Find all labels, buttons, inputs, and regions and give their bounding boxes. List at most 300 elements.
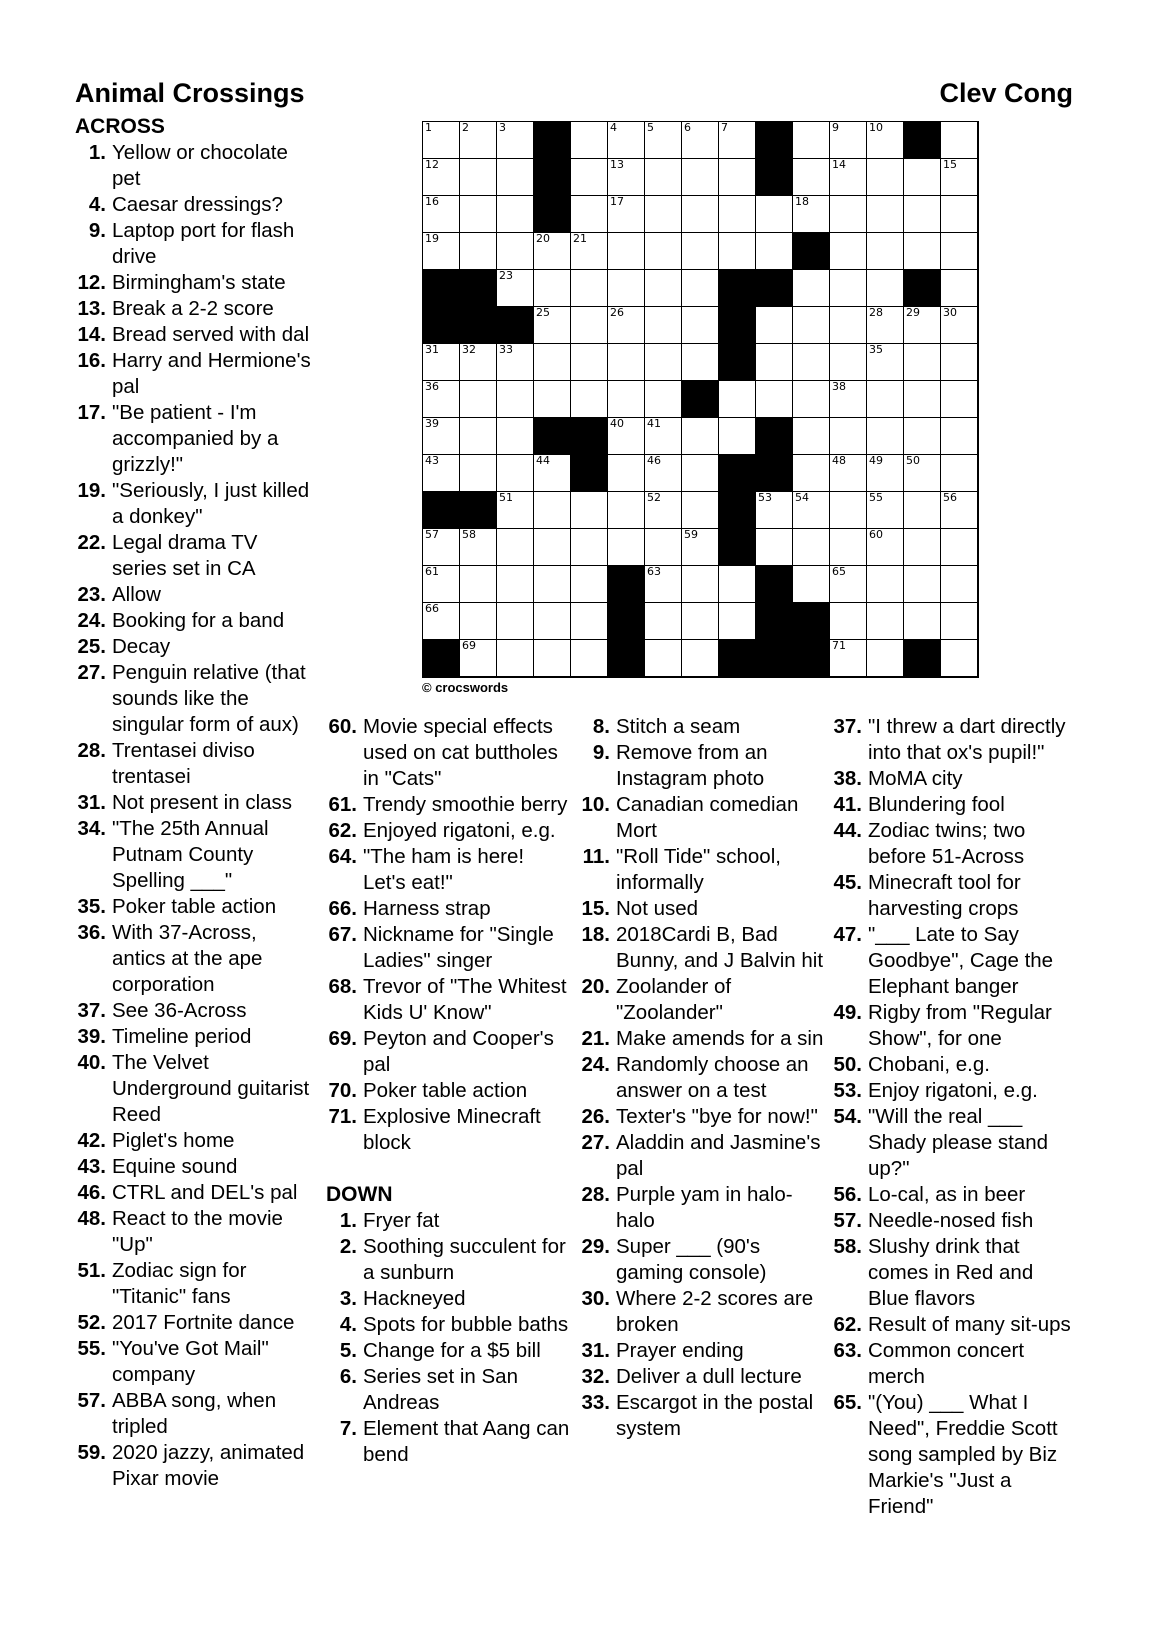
grid-cell[interactable] [571, 566, 608, 603]
clue-text: Blundering fool [868, 793, 1005, 816]
grid-cell[interactable] [571, 344, 608, 381]
grid-cell[interactable] [571, 492, 608, 529]
grid-cell[interactable] [645, 566, 682, 603]
grid-cell[interactable] [497, 566, 534, 603]
across-clue[interactable] [326, 714, 571, 792]
grid-cell[interactable] [793, 529, 830, 566]
grid-cell[interactable] [830, 307, 867, 344]
down-clue[interactable] [579, 792, 827, 844]
grid-block [423, 640, 460, 677]
grid-block [423, 307, 460, 344]
grid-cell[interactable] [904, 159, 941, 196]
clue-number: 24. [581, 1053, 610, 1076]
grid-cell[interactable] [682, 566, 719, 603]
down-clue[interactable] [831, 1104, 1076, 1182]
across-clue[interactable] [75, 478, 315, 530]
grid-cell[interactable] [682, 159, 719, 196]
down-clue[interactable] [831, 1208, 1076, 1234]
grid-cell[interactable] [867, 418, 904, 455]
grid-cell[interactable] [941, 640, 978, 677]
across-clue[interactable] [75, 634, 315, 660]
grid-cell[interactable] [460, 566, 497, 603]
grid-cell[interactable] [645, 233, 682, 270]
grid-cell[interactable] [571, 270, 608, 307]
down-clue[interactable] [831, 1338, 1076, 1390]
grid-cell[interactable] [756, 381, 793, 418]
grid-cell[interactable] [534, 270, 571, 307]
grid-cell[interactable] [867, 381, 904, 418]
grid-cell[interactable] [904, 418, 941, 455]
across-clue[interactable] [75, 530, 315, 582]
grid-cell[interactable] [534, 381, 571, 418]
grid-cell[interactable] [904, 566, 941, 603]
grid-cell[interactable] [423, 233, 460, 270]
grid-cell[interactable] [571, 381, 608, 418]
down-clue[interactable] [579, 1390, 827, 1442]
grid-cell[interactable] [867, 529, 904, 566]
grid-cell[interactable] [867, 307, 904, 344]
grid-cell[interactable] [534, 529, 571, 566]
grid-cell[interactable] [867, 270, 904, 307]
grid-cell[interactable] [645, 122, 682, 159]
grid-cell[interactable] [830, 566, 867, 603]
grid-cell[interactable] [830, 640, 867, 677]
clue-text: Zodiac sign for "Titanic" fans [112, 1259, 247, 1308]
grid-cell[interactable] [867, 196, 904, 233]
grid-cell[interactable] [497, 233, 534, 270]
down-clue[interactable] [579, 844, 827, 896]
grid-cell[interactable] [534, 492, 571, 529]
grid-cell[interactable] [793, 492, 830, 529]
down-clue[interactable] [579, 922, 827, 974]
grid-cell[interactable] [904, 307, 941, 344]
grid-cell[interactable] [460, 381, 497, 418]
clue-number: 62. [833, 1313, 862, 1336]
across-clue[interactable] [75, 608, 315, 634]
grid-cell[interactable] [904, 529, 941, 566]
grid-cell[interactable] [756, 344, 793, 381]
grid-cell[interactable] [830, 603, 867, 640]
down-clue[interactable] [579, 740, 827, 792]
down-clue[interactable] [326, 1364, 571, 1416]
grid-cell[interactable] [423, 418, 460, 455]
grid-cell[interactable] [460, 529, 497, 566]
grid-cell[interactable] [608, 307, 645, 344]
grid-cell[interactable] [830, 455, 867, 492]
grid-cell[interactable] [534, 640, 571, 677]
cell-number: 23 [499, 269, 513, 282]
across-clue[interactable] [75, 816, 315, 894]
down-clue[interactable] [579, 896, 827, 922]
grid-cell[interactable] [830, 492, 867, 529]
grid-cell[interactable] [756, 196, 793, 233]
grid-cell[interactable] [682, 640, 719, 677]
grid-cell[interactable] [756, 529, 793, 566]
grid-cell[interactable] [756, 307, 793, 344]
grid-cell[interactable] [497, 122, 534, 159]
clue-text: Booking for a band [112, 609, 285, 632]
grid-cell[interactable] [608, 196, 645, 233]
grid-cell[interactable] [867, 159, 904, 196]
grid-cell[interactable] [497, 640, 534, 677]
grid-cell[interactable] [608, 529, 645, 566]
across-clue[interactable] [326, 792, 571, 818]
grid-cell[interactable] [793, 196, 830, 233]
across-clue[interactable] [326, 1078, 571, 1104]
grid-cell[interactable] [608, 233, 645, 270]
down-clue[interactable] [831, 792, 1076, 818]
grid-cell[interactable] [830, 381, 867, 418]
down-clue[interactable] [831, 870, 1076, 922]
grid-cell[interactable] [941, 270, 978, 307]
grid-block [719, 640, 756, 677]
grid-cell[interactable] [423, 122, 460, 159]
grid-cell[interactable] [423, 566, 460, 603]
across-clue[interactable] [75, 1310, 315, 1336]
grid-cell[interactable] [645, 344, 682, 381]
down-clue[interactable] [831, 1182, 1076, 1208]
across-clue[interactable] [75, 1206, 315, 1258]
grid-cell[interactable] [497, 529, 534, 566]
grid-cell[interactable] [830, 233, 867, 270]
across-clue[interactable] [75, 1154, 315, 1180]
clue-text: Explosive Minecraft block [363, 1105, 541, 1154]
across-clue[interactable] [75, 894, 315, 920]
across-clue[interactable] [75, 140, 315, 192]
grid-cell[interactable] [534, 344, 571, 381]
down-clue[interactable] [579, 1130, 827, 1182]
grid-cell[interactable] [645, 455, 682, 492]
grid-cell[interactable] [941, 455, 978, 492]
grid-cell[interactable] [941, 307, 978, 344]
grid-cell[interactable] [608, 122, 645, 159]
grid-cell[interactable] [423, 455, 460, 492]
across-clue[interactable] [75, 1024, 315, 1050]
grid-cell[interactable] [534, 233, 571, 270]
down-clue[interactable] [326, 1234, 571, 1286]
grid-cell[interactable] [608, 455, 645, 492]
grid-cell[interactable] [793, 307, 830, 344]
grid-cell[interactable] [867, 233, 904, 270]
clue-number: 67. [328, 923, 357, 946]
grid-cell[interactable] [719, 566, 756, 603]
grid-cell[interactable] [534, 603, 571, 640]
grid-cell[interactable] [682, 307, 719, 344]
grid-cell[interactable] [793, 122, 830, 159]
grid-cell[interactable] [719, 159, 756, 196]
grid-cell[interactable] [867, 640, 904, 677]
cell-number: 69 [462, 639, 476, 652]
grid-cell[interactable] [571, 307, 608, 344]
grid-cell[interactable] [571, 603, 608, 640]
grid-block [756, 159, 793, 196]
across-clue[interactable] [75, 1128, 315, 1154]
across-clue[interactable] [75, 738, 315, 790]
grid-cell[interactable] [793, 270, 830, 307]
grid-cell[interactable] [497, 344, 534, 381]
across-clue[interactable] [75, 582, 315, 608]
clue-text: Decay [112, 635, 171, 658]
grid-cell[interactable] [645, 196, 682, 233]
across-clue[interactable] [75, 322, 315, 348]
cell-number: 63 [647, 565, 661, 578]
grid-cell[interactable] [756, 492, 793, 529]
grid-cell[interactable] [941, 233, 978, 270]
across-clue[interactable] [326, 844, 571, 896]
cell-number: 35 [869, 343, 883, 356]
puzzle-author: Clev Cong [939, 78, 1073, 108]
grid-cell[interactable] [904, 455, 941, 492]
grid-cell[interactable] [682, 418, 719, 455]
grid-cell[interactable] [571, 529, 608, 566]
grid-cell[interactable] [645, 603, 682, 640]
grid-cell[interactable] [719, 122, 756, 159]
grid-cell[interactable] [534, 566, 571, 603]
across-clue[interactable] [326, 1026, 571, 1078]
grid-cell[interactable] [793, 566, 830, 603]
down-clue[interactable] [579, 974, 827, 1026]
grid-cell[interactable] [682, 122, 719, 159]
across-clue[interactable] [75, 218, 315, 270]
grid-cell[interactable] [904, 344, 941, 381]
grid-cell[interactable] [645, 159, 682, 196]
down-clue[interactable] [326, 1208, 571, 1234]
grid-cell[interactable] [941, 529, 978, 566]
grid-cell[interactable] [682, 603, 719, 640]
grid-cell[interactable] [534, 307, 571, 344]
down-clue[interactable] [326, 1312, 571, 1338]
across-clue[interactable] [75, 1336, 315, 1388]
grid-cell[interactable] [793, 344, 830, 381]
grid-cell[interactable] [460, 159, 497, 196]
grid-cell[interactable] [608, 270, 645, 307]
grid-cell[interactable] [682, 344, 719, 381]
grid-cell[interactable] [719, 381, 756, 418]
grid-cell[interactable] [830, 122, 867, 159]
grid-cell[interactable] [608, 381, 645, 418]
grid-cell[interactable] [497, 270, 534, 307]
down-clue[interactable] [579, 1182, 827, 1234]
grid-cell[interactable] [682, 529, 719, 566]
grid-cell[interactable] [793, 381, 830, 418]
grid-cell[interactable] [460, 344, 497, 381]
clue-number: 39. [77, 1025, 106, 1048]
clue-number: 29. [581, 1235, 610, 1258]
clue-number: 28. [581, 1183, 610, 1206]
across-clue[interactable] [75, 1050, 315, 1128]
grid-cell[interactable] [645, 492, 682, 529]
grid-cell[interactable] [460, 122, 497, 159]
grid-cell[interactable] [571, 233, 608, 270]
clue-number: 42. [77, 1129, 106, 1152]
down-clue[interactable] [579, 1104, 827, 1130]
grid-cell[interactable] [460, 233, 497, 270]
down-clue[interactable] [326, 1416, 571, 1468]
across-clue[interactable] [75, 270, 315, 296]
down-clue[interactable] [831, 1000, 1076, 1052]
grid-block [904, 122, 941, 159]
grid-cell[interactable] [867, 122, 904, 159]
grid-cell[interactable] [941, 344, 978, 381]
down-clue[interactable] [831, 1234, 1076, 1312]
clue-number: 71. [328, 1105, 357, 1128]
grid-cell[interactable] [497, 603, 534, 640]
down-clue[interactable] [326, 1338, 571, 1364]
grid-cell[interactable] [571, 122, 608, 159]
grid-cell[interactable] [460, 196, 497, 233]
grid-cell[interactable] [941, 381, 978, 418]
down-clue[interactable] [831, 714, 1076, 766]
grid-cell[interactable] [423, 159, 460, 196]
grid-cell[interactable] [423, 603, 460, 640]
down-clue[interactable] [579, 1286, 827, 1338]
grid-cell[interactable] [460, 640, 497, 677]
grid-cell[interactable] [423, 529, 460, 566]
grid-block [793, 233, 830, 270]
grid-cell[interactable] [719, 418, 756, 455]
grid-cell[interactable] [719, 233, 756, 270]
grid-cell[interactable] [904, 603, 941, 640]
grid-cell[interactable] [645, 418, 682, 455]
grid-cell[interactable] [497, 196, 534, 233]
grid-cell[interactable] [867, 455, 904, 492]
down-clue[interactable] [579, 1234, 827, 1286]
across-clue[interactable] [75, 296, 315, 322]
grid-cell[interactable] [571, 640, 608, 677]
grid-cell[interactable] [941, 159, 978, 196]
grid-cell[interactable] [867, 492, 904, 529]
grid-cell[interactable] [830, 270, 867, 307]
across-clue[interactable] [75, 1440, 315, 1492]
across-clue[interactable] [326, 896, 571, 922]
clue-text: Fryer fat [363, 1209, 440, 1232]
across-clue[interactable] [75, 192, 315, 218]
grid-cell[interactable] [682, 233, 719, 270]
grid-cell[interactable] [830, 344, 867, 381]
grid-cell[interactable] [904, 196, 941, 233]
down-clue[interactable] [831, 766, 1076, 792]
grid-cell[interactable] [719, 603, 756, 640]
grid-cell[interactable] [423, 196, 460, 233]
grid-cell[interactable] [867, 344, 904, 381]
grid-cell[interactable] [460, 418, 497, 455]
down-clue[interactable] [831, 1390, 1076, 1520]
across-clue[interactable] [75, 1180, 315, 1206]
down-clue[interactable] [831, 818, 1076, 870]
down-clue[interactable] [831, 922, 1076, 1000]
across-clue[interactable] [75, 790, 315, 816]
down-clue[interactable] [579, 1338, 827, 1364]
grid-cell[interactable] [867, 566, 904, 603]
grid-cell[interactable] [497, 455, 534, 492]
grid-cell[interactable] [682, 455, 719, 492]
grid-cell[interactable] [941, 566, 978, 603]
grid-cell[interactable] [608, 344, 645, 381]
across-clue[interactable] [326, 974, 571, 1026]
grid-cell[interactable] [608, 418, 645, 455]
grid-cell[interactable] [830, 529, 867, 566]
grid-cell[interactable] [756, 233, 793, 270]
grid-cell[interactable] [645, 640, 682, 677]
grid-cell[interactable] [941, 196, 978, 233]
down-clue[interactable] [831, 1312, 1076, 1338]
grid-cell[interactable] [534, 455, 571, 492]
grid-cell[interactable] [682, 492, 719, 529]
grid-cell[interactable] [830, 159, 867, 196]
grid-cell[interactable] [793, 159, 830, 196]
grid-cell[interactable] [497, 418, 534, 455]
down-clue[interactable] [579, 1364, 827, 1390]
across-clue[interactable] [326, 922, 571, 974]
grid-cell[interactable] [904, 492, 941, 529]
grid-cell[interactable] [904, 233, 941, 270]
grid-cell[interactable] [719, 196, 756, 233]
across-clue[interactable] [75, 400, 315, 478]
across-clue[interactable] [75, 1258, 315, 1310]
across-clue[interactable] [75, 998, 315, 1024]
down-clue[interactable] [579, 1052, 827, 1104]
grid-cell[interactable] [941, 418, 978, 455]
down-clue[interactable] [326, 1286, 571, 1312]
across-clue[interactable] [75, 920, 315, 998]
grid-cell[interactable] [497, 159, 534, 196]
grid-cell[interactable] [830, 196, 867, 233]
across-clue[interactable] [75, 660, 315, 738]
across-clue[interactable] [326, 818, 571, 844]
grid-cell[interactable] [497, 381, 534, 418]
grid-cell[interactable] [867, 603, 904, 640]
clue-text: Enjoy rigatoni, e.g. [868, 1079, 1038, 1102]
grid-block [571, 418, 608, 455]
down-clue[interactable] [831, 1052, 1076, 1078]
grid-cell[interactable] [645, 381, 682, 418]
grid-cell[interactable] [793, 455, 830, 492]
grid-cell[interactable] [645, 270, 682, 307]
cell-number: 43 [425, 454, 439, 467]
down-clue[interactable] [579, 1026, 827, 1052]
grid-cell[interactable] [941, 492, 978, 529]
grid-cell[interactable] [460, 455, 497, 492]
grid-cell[interactable] [830, 418, 867, 455]
grid-cell[interactable] [941, 122, 978, 159]
grid-cell[interactable] [682, 196, 719, 233]
crossword-grid[interactable] [422, 121, 979, 678]
grid-cell[interactable] [460, 603, 497, 640]
grid-cell[interactable] [571, 159, 608, 196]
clue-text: React to the movie "Up" [112, 1207, 283, 1256]
clue-number: 3. [339, 1287, 357, 1310]
grid-cell[interactable] [941, 603, 978, 640]
down-clue[interactable] [579, 714, 827, 740]
across-clue[interactable] [75, 1388, 315, 1440]
grid-cell[interactable] [645, 307, 682, 344]
clue-number: 27. [581, 1131, 610, 1154]
grid-cell[interactable] [645, 529, 682, 566]
grid-cell[interactable] [793, 418, 830, 455]
grid-cell[interactable] [423, 381, 460, 418]
grid-cell[interactable] [423, 344, 460, 381]
grid-cell[interactable] [904, 381, 941, 418]
clue-text: Prayer ending [616, 1339, 744, 1362]
grid-cell[interactable] [682, 270, 719, 307]
down-clue[interactable] [831, 1078, 1076, 1104]
across-clue[interactable] [326, 1104, 571, 1156]
grid-cell[interactable] [608, 492, 645, 529]
across-clue[interactable] [75, 348, 315, 400]
grid-cell[interactable] [497, 492, 534, 529]
grid-cell[interactable] [608, 159, 645, 196]
grid-cell[interactable] [571, 196, 608, 233]
